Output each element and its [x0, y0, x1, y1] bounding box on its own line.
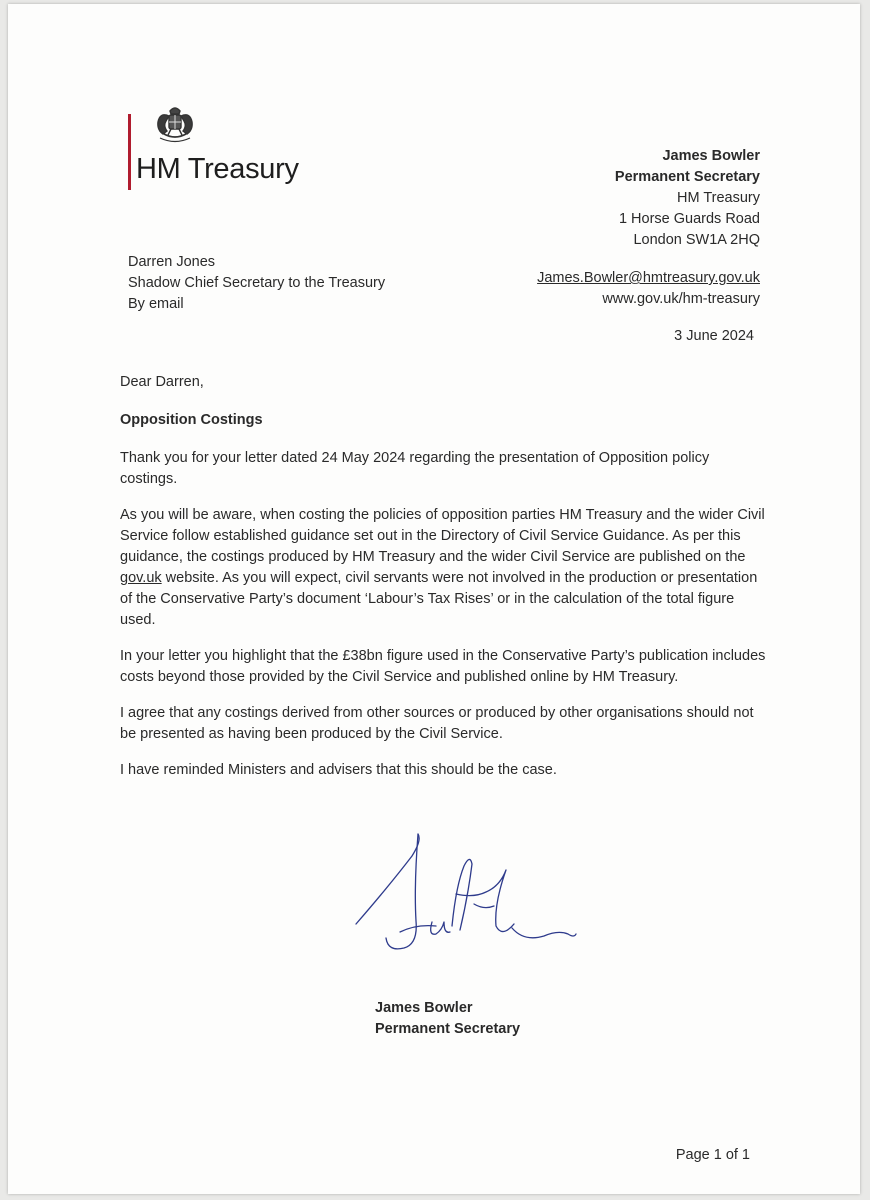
sender-name: James Bowler	[662, 148, 760, 164]
royal-crest-icon	[150, 104, 200, 150]
organisation-name: HM Treasury	[136, 153, 299, 185]
sender-email-link[interactable]: James.Bowler@hmtreasury.gov.uk	[537, 270, 760, 286]
sender-block	[537, 146, 760, 310]
subject-line: Opposition Costings	[120, 412, 263, 428]
greeting: Dear Darren,	[120, 374, 204, 390]
logo-accent-bar	[128, 114, 131, 190]
paragraph: I have reminded Ministers and advisers that this should be the case.	[120, 762, 557, 778]
sender-address-line: 1 Horse Guards Road	[618, 211, 760, 227]
letter-body	[120, 372, 770, 796]
signoff-name: James Bowler	[375, 1000, 473, 1016]
handwritten-signature	[344, 826, 594, 966]
letter-page	[8, 4, 860, 1194]
recipient-title: Shadow Chief Secretary to the Treasury	[128, 275, 386, 291]
recipient-block	[128, 252, 385, 315]
paragraph: In your letter you highlight that the £38bn figure used in the Conservative Party’s publication includes costs beyond those provided by the Civil Service and published online by HM Treasury.	[120, 648, 766, 685]
signoff-block	[375, 998, 520, 1040]
paragraph: Thank you for your letter dated 24 May 2024 regarding the presentation of Opposition policy costings.	[120, 450, 710, 487]
letter-date: 3 June 2024	[674, 328, 754, 344]
sender-address-line: HM Treasury	[677, 190, 760, 206]
recipient-delivery: By email	[128, 296, 184, 312]
gov-uk-link[interactable]: gov.uk	[120, 570, 162, 586]
sender-address-line: London SW1A 2HQ	[633, 232, 760, 248]
sender-website: www.gov.uk/hm-treasury	[602, 291, 760, 307]
recipient-name: Darren Jones	[128, 254, 216, 270]
sender-title: Permanent Secretary	[614, 169, 760, 185]
signoff-title: Permanent Secretary	[375, 1021, 521, 1037]
page-number: Page 1 of 1	[675, 1147, 750, 1163]
paragraph: I agree that any costings derived from other sources or produced by other organisations should not be presented as having been produced by the Civil Service.	[120, 705, 754, 742]
paragraph: As you will be aware, when costing the policies of opposition parties HM Treasury and the wider Civil Service follow established guidance set out in the Directory of Civil Service Guidance. As per this guidance, the costings produced by HM Treasury and the wider Civil Service are published on the gov.uk website. As you will expect, civil servants were not involved in the production or presentation of the Conservative Party’s document ‘Labour’s Tax Rises’ or in the calculation of the total figure used.	[120, 507, 765, 628]
